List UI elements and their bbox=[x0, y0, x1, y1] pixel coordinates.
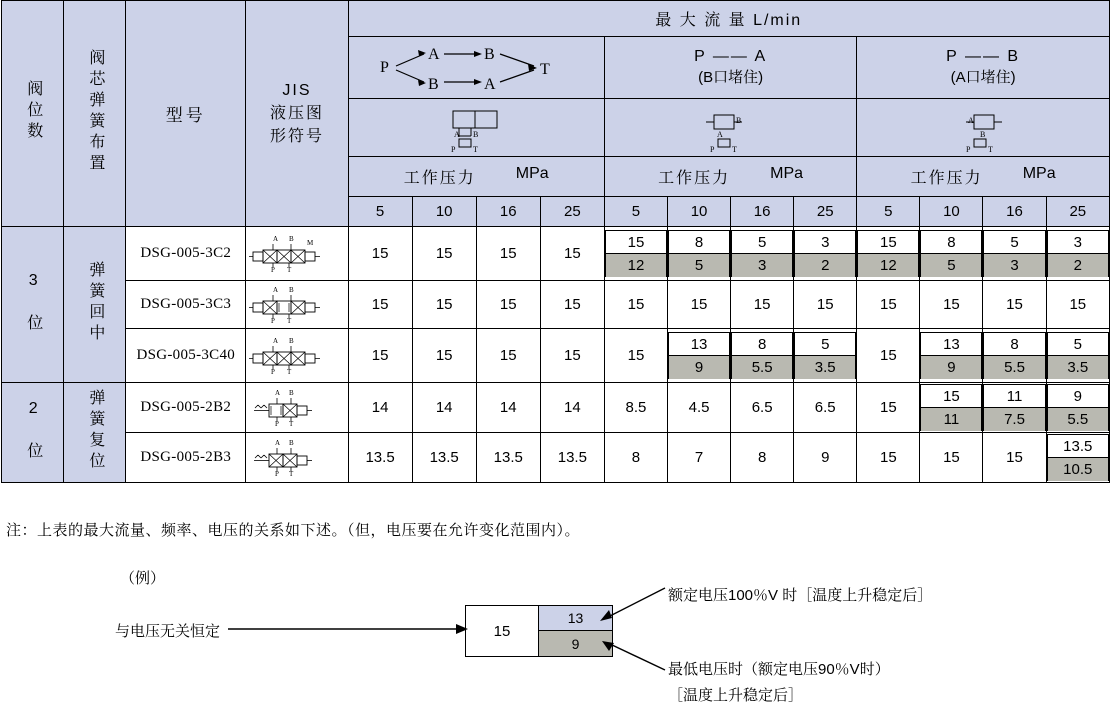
svg-text:B: B bbox=[735, 115, 741, 125]
val-2b3-pa-5: 8 bbox=[604, 433, 667, 483]
val-2b2-pa-10: 4.5 bbox=[668, 383, 731, 433]
svg-text:T: T bbox=[288, 419, 294, 428]
val-3c40-pa-10: 13 9 bbox=[668, 329, 731, 383]
svg-text:A: A bbox=[716, 129, 723, 139]
example-top-value: 13 bbox=[539, 606, 612, 631]
model-dsg-005-3c3: DSG-005-3C3 bbox=[126, 281, 246, 329]
val-3c40-pa-16: 8 5.5 bbox=[731, 329, 794, 383]
table-row bbox=[2, 227, 1110, 281]
tick-pabt-16: 16 bbox=[476, 197, 540, 227]
example-left-value: 15 bbox=[466, 606, 539, 656]
row-group-spring-return: 弹簧复位 bbox=[64, 383, 126, 483]
row-group-positions-3: 3 位 bbox=[2, 227, 64, 383]
row-group-spring-center: 弹簧回中 bbox=[64, 227, 126, 383]
header-max-flow: 最 大 流 量 L/min bbox=[348, 1, 1109, 37]
svg-text:B: B bbox=[473, 129, 479, 139]
val-3c2-pabt-16: 15 bbox=[476, 227, 540, 281]
flow-path-diagram-pabt bbox=[376, 44, 576, 92]
symbol-diagram-pabt bbox=[348, 99, 604, 157]
svg-text:T: T bbox=[540, 60, 550, 78]
svg-text:A: A bbox=[272, 336, 279, 345]
tick-pa-25: 25 bbox=[794, 197, 857, 227]
val-2b2-pabt-5: 14 bbox=[348, 383, 412, 433]
svg-text:M: M bbox=[306, 238, 314, 247]
val-2b3-pb-16: 15 bbox=[983, 433, 1046, 483]
header-model: 型号 bbox=[126, 1, 246, 227]
tick-pb-25: 25 bbox=[1046, 197, 1109, 227]
model-dsg-005-2b3: DSG-005-2B3 bbox=[126, 433, 246, 483]
val-2b2-pb-25: 9 5.5 bbox=[1046, 383, 1109, 433]
tick-pb-16: 16 bbox=[983, 197, 1046, 227]
val-3c40-pb-5: 15 bbox=[857, 329, 920, 383]
svg-text:P: P bbox=[270, 265, 275, 274]
svg-text:A: A bbox=[274, 388, 281, 397]
symbol-diagram-pb bbox=[857, 99, 1110, 157]
val-3c2-pa-16: 5 3 bbox=[731, 227, 794, 281]
val-2b2-pb-5: 15 bbox=[857, 383, 920, 433]
val-3c3-pabt-25: 15 bbox=[540, 281, 604, 329]
val-2b3-pabt-25: 13.5 bbox=[540, 433, 604, 483]
val-2b3-pa-25: 9 bbox=[794, 433, 857, 483]
header-group-pa: P —— A (B口堵住) bbox=[604, 37, 856, 99]
val-3c2-pb-10: 8 5 bbox=[920, 227, 983, 281]
val-3c40-pabt-25: 15 bbox=[540, 329, 604, 383]
val-3c40-pb-10: 13 9 bbox=[920, 329, 983, 383]
val-3c40-pa-5: 15 bbox=[604, 329, 667, 383]
svg-text:B: B bbox=[980, 129, 986, 139]
jis-line-3: 形符号 bbox=[269, 128, 324, 146]
val-3c40-pb-25: 5 3.5 bbox=[1046, 329, 1109, 383]
val-3c3-pabt-5: 15 bbox=[348, 281, 412, 329]
legend-constant-voltage: 与电压无关恒定 bbox=[115, 623, 221, 640]
val-3c40-pb-16: 8 5.5 bbox=[983, 329, 1046, 383]
val-2b2-pa-16: 6.5 bbox=[731, 383, 794, 433]
val-2b3-pa-10: 7 bbox=[668, 433, 731, 483]
val-2b2-pa-25: 6.5 bbox=[794, 383, 857, 433]
val-2b3-pb-25: 13.5 10.5 bbox=[1046, 433, 1109, 483]
jis-symbol-2b2 bbox=[246, 383, 348, 433]
val-2b3-pabt-10: 13.5 bbox=[412, 433, 476, 483]
specification-table bbox=[1, 0, 1110, 483]
val-3c3-pb-25: 15 bbox=[1046, 281, 1109, 329]
header-work-pressure-1: 工作压力 MPa bbox=[348, 157, 604, 197]
table-row bbox=[2, 383, 1110, 433]
svg-text:T: T bbox=[286, 265, 292, 274]
model-dsg-005-3c2: DSG-005-3C2 bbox=[126, 227, 246, 281]
val-2b2-pabt-10: 14 bbox=[412, 383, 476, 433]
tick-pb-10: 10 bbox=[920, 197, 983, 227]
val-2b3-pa-16: 8 bbox=[731, 433, 794, 483]
val-3c3-pa-10: 15 bbox=[668, 281, 731, 329]
svg-text:P: P bbox=[274, 469, 279, 478]
svg-text:T: T bbox=[286, 316, 292, 325]
val-3c3-pb-5: 15 bbox=[857, 281, 920, 329]
val-3c3-pa-16: 15 bbox=[731, 281, 794, 329]
svg-text:P: P bbox=[451, 144, 456, 153]
table-row bbox=[2, 433, 1110, 483]
symbol-diagram-pa bbox=[604, 99, 856, 157]
svg-text:A: A bbox=[428, 45, 440, 63]
tick-pabt-25: 25 bbox=[540, 197, 604, 227]
tick-pabt-10: 10 bbox=[412, 197, 476, 227]
jis-symbol-2b3 bbox=[246, 433, 348, 483]
tick-pabt-5: 5 bbox=[348, 197, 412, 227]
val-3c3-pb-10: 15 bbox=[920, 281, 983, 329]
svg-text:T: T bbox=[288, 469, 294, 478]
header-group-pb: P —— B (A口堵住) bbox=[857, 37, 1110, 99]
jis-symbol-3c3 bbox=[246, 281, 348, 329]
svg-text:A: A bbox=[272, 285, 279, 294]
svg-text:P: P bbox=[966, 144, 971, 153]
val-2b2-pa-5: 8.5 bbox=[604, 383, 667, 433]
header-work-pressure-2: 工作压力 MPa bbox=[604, 157, 856, 197]
svg-text:B: B bbox=[428, 75, 439, 92]
legend-rated-voltage: 额定电压100％V 时［温度上升稳定后］ bbox=[668, 587, 933, 604]
jis-symbol-3c2 bbox=[246, 227, 348, 281]
svg-text:T: T bbox=[473, 144, 479, 153]
svg-text:P: P bbox=[709, 144, 715, 153]
tick-pb-5: 5 bbox=[857, 197, 920, 227]
svg-text:T: T bbox=[286, 367, 292, 376]
val-3c3-pa-5: 15 bbox=[604, 281, 667, 329]
svg-text:B: B bbox=[288, 388, 294, 397]
row-group-positions-2: 2 位 bbox=[2, 383, 64, 483]
table-note: 注：上表的最大流量、频率、电压的关系如下述。（但，电压要在允许变化范围内）。 bbox=[6, 522, 581, 539]
svg-text:A: A bbox=[274, 438, 281, 447]
header-work-pressure-3: 工作压力 MPa bbox=[857, 157, 1110, 197]
tick-pa-5: 5 bbox=[604, 197, 667, 227]
val-2b3-pabt-5: 13.5 bbox=[348, 433, 412, 483]
val-3c2-pb-16: 5 3 bbox=[983, 227, 1046, 281]
val-3c3-pa-25: 15 bbox=[794, 281, 857, 329]
val-2b2-pb-10: 15 11 bbox=[920, 383, 983, 433]
example-label: （例） bbox=[120, 570, 166, 587]
legend-min-voltage-1: 最低电压时（额定电压90％V时） bbox=[668, 661, 890, 678]
model-dsg-005-3c40: DSG-005-3C40 bbox=[126, 329, 246, 383]
val-3c40-pabt-16: 15 bbox=[476, 329, 540, 383]
val-3c2-pabt-25: 15 bbox=[540, 227, 604, 281]
val-2b3-pb-10: 15 bbox=[920, 433, 983, 483]
svg-text:T: T bbox=[731, 144, 737, 153]
val-3c3-pabt-16: 15 bbox=[476, 281, 540, 329]
val-3c2-pabt-5: 15 bbox=[348, 227, 412, 281]
svg-text:A: A bbox=[454, 129, 460, 139]
svg-text:T: T bbox=[988, 144, 994, 153]
legend-min-voltage-2: ［温度上升稳定后］ bbox=[668, 687, 804, 704]
table-row bbox=[2, 329, 1110, 383]
tick-pa-16: 16 bbox=[731, 197, 794, 227]
val-3c3-pb-16: 15 bbox=[983, 281, 1046, 329]
example-leader-lines bbox=[100, 560, 1020, 710]
example-bottom-value: 9 bbox=[539, 631, 612, 656]
svg-text:B: B bbox=[288, 336, 294, 345]
val-3c2-pabt-10: 15 bbox=[412, 227, 476, 281]
svg-text:A: A bbox=[484, 75, 496, 92]
header-spool-spring: 阀芯弹簧布置 bbox=[64, 1, 126, 227]
svg-text:B: B bbox=[288, 438, 294, 447]
svg-text:B: B bbox=[288, 234, 294, 243]
val-2b2-pabt-25: 14 bbox=[540, 383, 604, 433]
val-3c40-pabt-10: 15 bbox=[412, 329, 476, 383]
val-3c3-pabt-10: 15 bbox=[412, 281, 476, 329]
val-3c40-pabt-5: 15 bbox=[348, 329, 412, 383]
svg-text:P: P bbox=[270, 316, 275, 325]
header-valve-positions: 阀位数 bbox=[2, 1, 64, 227]
model-dsg-005-2b2: DSG-005-2B2 bbox=[126, 383, 246, 433]
svg-text:P: P bbox=[380, 58, 390, 76]
val-2b2-pb-16: 11 7.5 bbox=[983, 383, 1046, 433]
val-2b3-pabt-16: 13.5 bbox=[476, 433, 540, 483]
svg-text:B: B bbox=[484, 45, 495, 63]
svg-text:A: A bbox=[272, 234, 279, 243]
val-3c2-pa-25: 3 2 bbox=[794, 227, 857, 281]
val-3c2-pb-5: 15 12 bbox=[857, 227, 920, 281]
jis-line-2: 液压图 bbox=[269, 104, 324, 122]
svg-text:A: A bbox=[968, 115, 974, 125]
header-jis-symbol bbox=[246, 1, 348, 227]
val-2b2-pabt-16: 14 bbox=[476, 383, 540, 433]
val-3c2-pa-10: 8 5 bbox=[668, 227, 731, 281]
svg-text:B: B bbox=[288, 285, 294, 294]
svg-text:P: P bbox=[274, 419, 279, 428]
header-group-pabt bbox=[348, 37, 604, 99]
svg-text:P: P bbox=[270, 367, 275, 376]
tick-pa-10: 10 bbox=[668, 197, 731, 227]
val-3c40-pa-25: 5 3.5 bbox=[794, 329, 857, 383]
val-3c2-pb-25: 3 2 bbox=[1046, 227, 1109, 281]
jis-symbol-3c40 bbox=[246, 329, 348, 383]
jis-line-1: JIS bbox=[282, 81, 312, 99]
val-2b3-pb-5: 15 bbox=[857, 433, 920, 483]
table-row bbox=[2, 281, 1110, 329]
val-3c2-pa-5: 15 12 bbox=[604, 227, 667, 281]
